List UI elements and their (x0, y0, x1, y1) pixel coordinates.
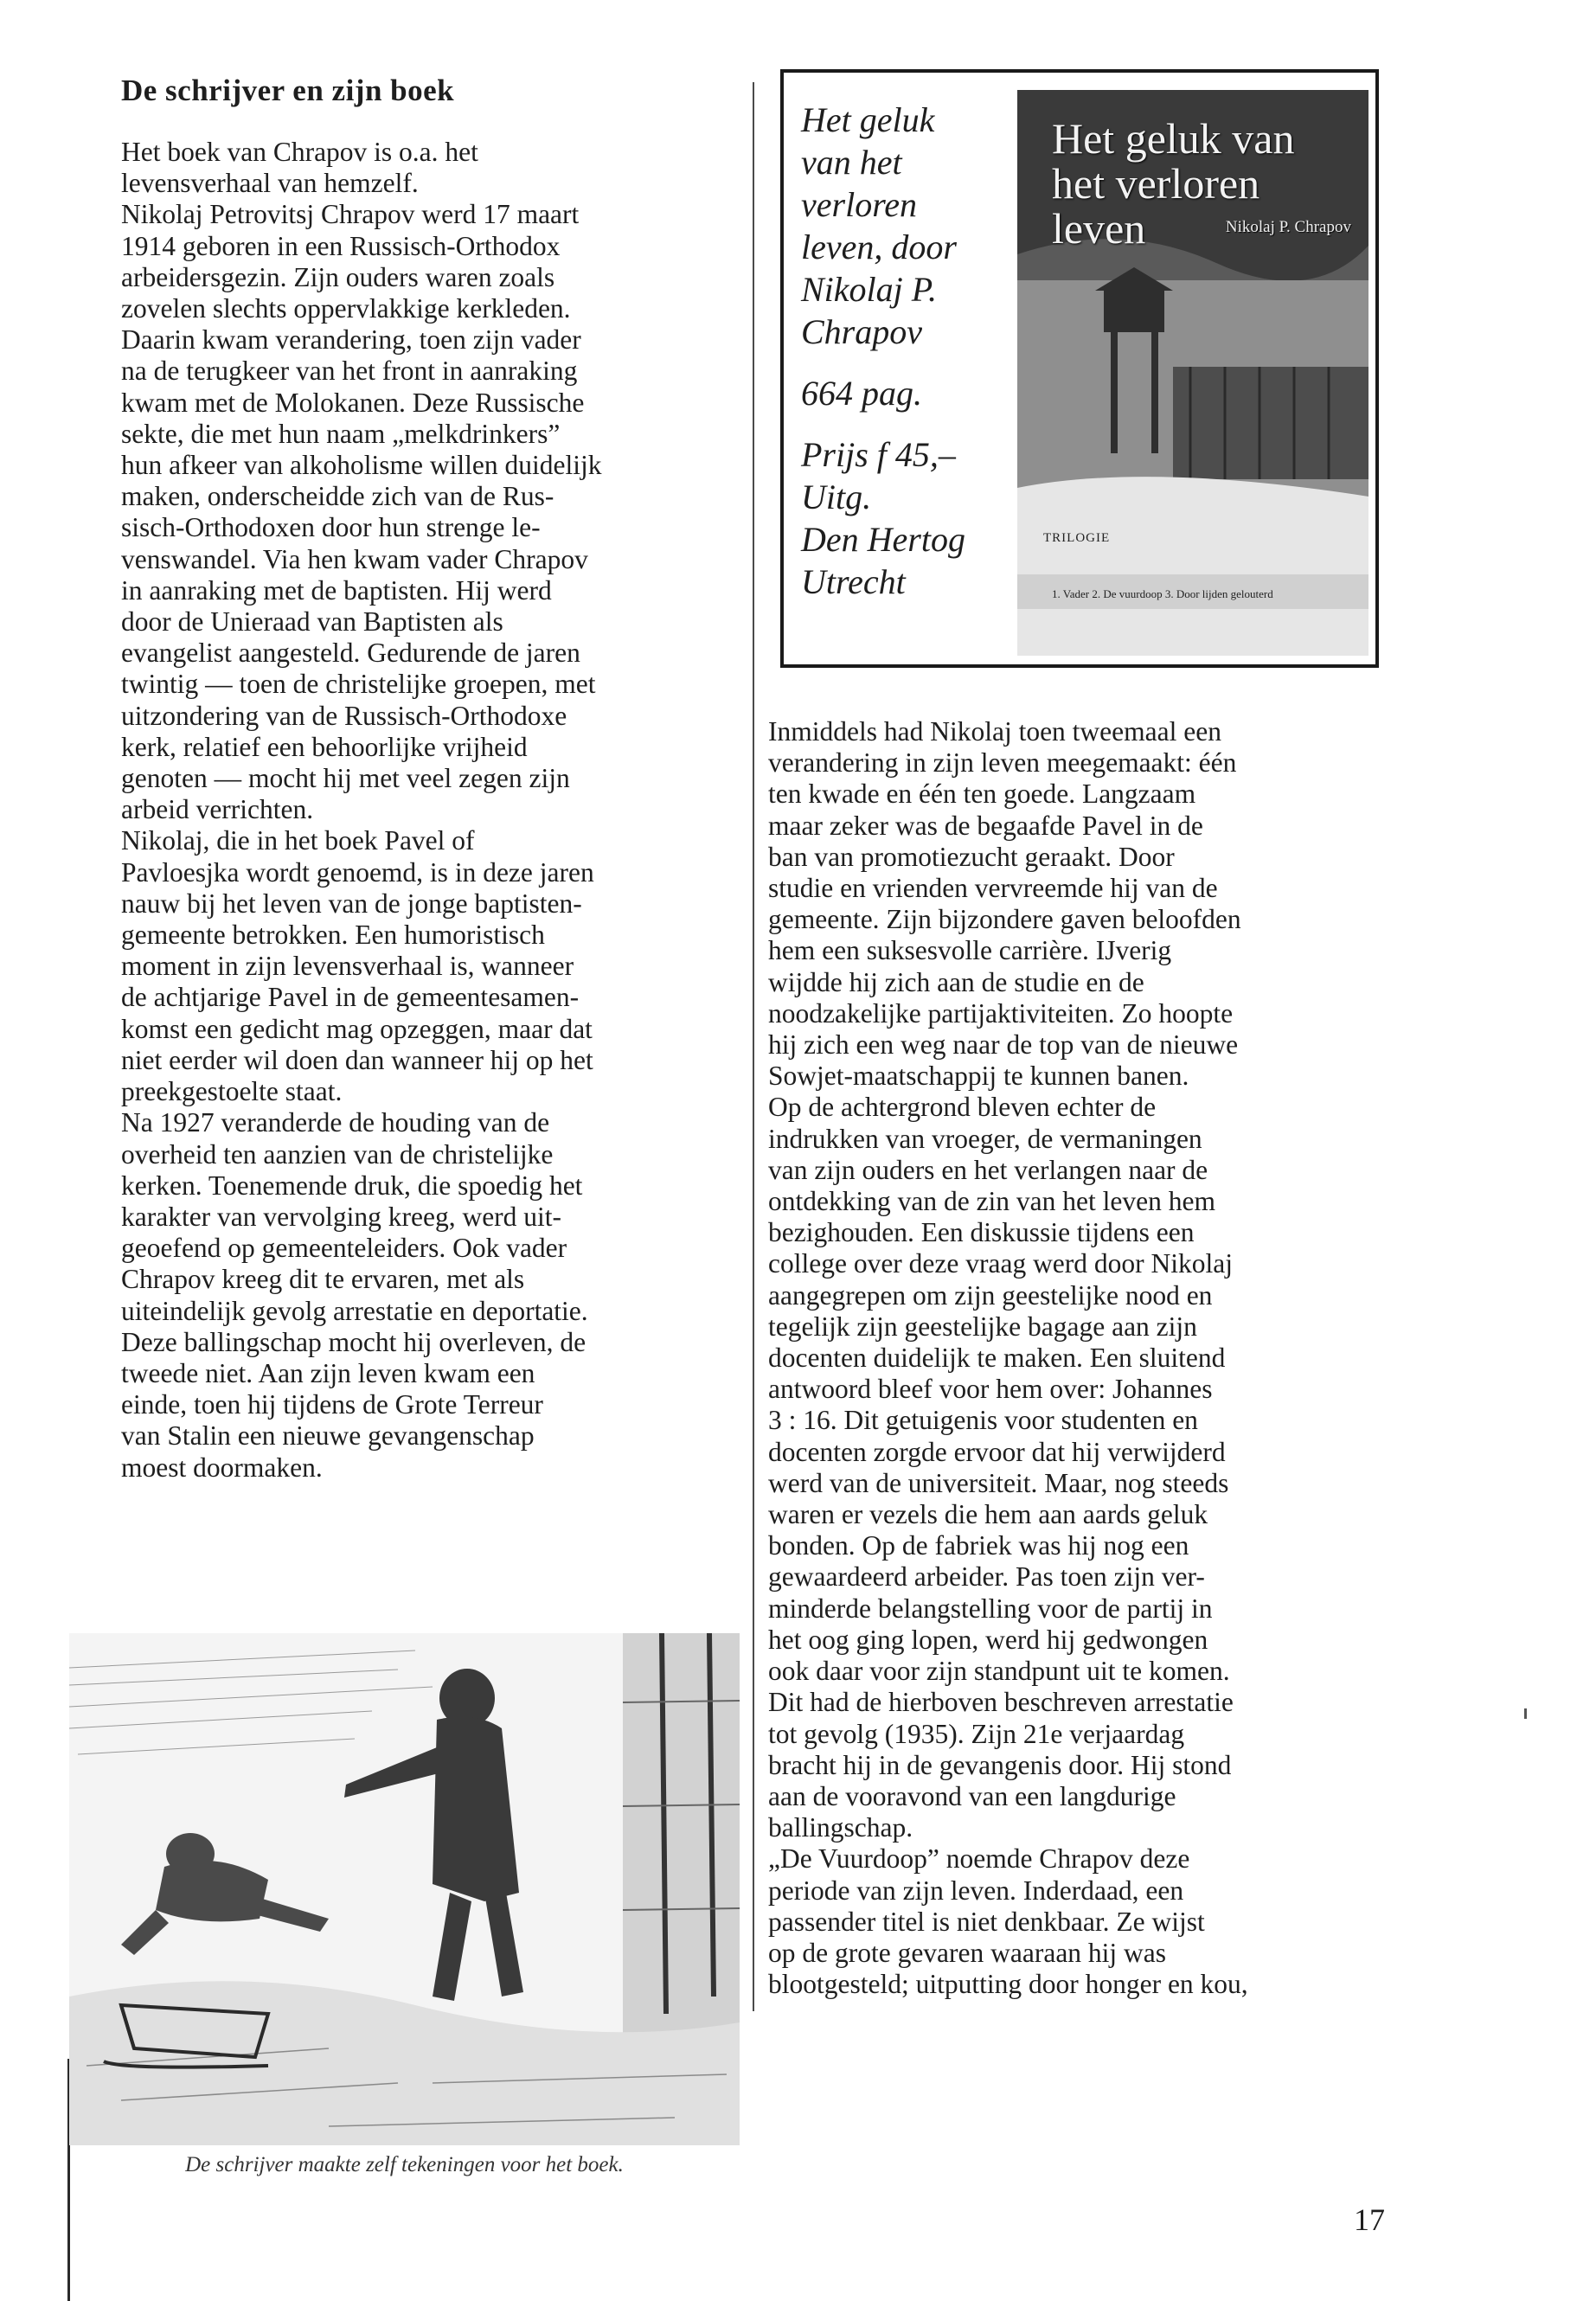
author-drawing (69, 1633, 740, 2145)
left-column (121, 71, 735, 1484)
paragraph: Op de achtergrond bleven echter de indrukken van vroeger, de vermaningen van zijn ouders en het verlangen naar de ontdekking van de zin van het leven hem bezighouden. Een diskussie tijdens een college over deze vraag werd door Nikolaj aangegrepen om zijn geestelijke nood en tegelijk zijn geestelijke bagage aan zijn docenten duidelijk te maken. Een sluitend antwoord bleef voor hem over: Johannes 3 : 16. Dit getuigenis voor studenten en docenten zorgde ervoor dat hij verwijderd werd van de universiteit. Maar, nog steeds waren er vezels die hem aan aards geluk bonden. Op de fabriek was hij nog een gewaardeerd arbeider. Pas toen zijn ver- minderde belangstelling voor de partij in het oog ging lopen, werd hij gedwongen ook daar voor zijn standpunt uit te komen. Dit had de hierboven beschreven arrestatie tot gevolg (1935). Zijn 21e verjaardag bracht hij in de gevangenis door. Hij stond aan de vooravond van een langdurige ballingschap. (768, 1092, 1234, 1843)
paragraph: Nikolaj Petrovitsj Chrapov werd 17 maart 1914 geboren in een Russisch-Orthodox arbeidersgezin. Zijn ouders waren zoals zovelen slechts oppervlakkige kerkleden. Daarin kwam verandering, toen zijn vader na de terugkeer van het front in aanraking kwam met de Molokanen. Deze Russische sekte, die met hun naam „melkdrinkers” hun afkeer van alkoholisme willen duidelijk maken, onderscheidde zich van de Rus- sisch-Orthodoxen door hun strenge le- venswandel. Via hen kwam vader Chrapov in aanraking met de baptisten. Hij werd door de Unieraad van Baptisten als evangelist aangesteld. Gedurende de jaren twintig — toen de christelijke groepen, met uitzondering van de Russisch-Orthodoxe kerk, relatief een behoorlijke vrijheid genoten — mocht hij met veel zegen zijn arbeid verrichten. (121, 199, 602, 825)
stray-mark (1524, 1708, 1527, 1719)
illustration-caption: De schrijver maakte zelf tekeningen voor het boek. (185, 2153, 624, 2176)
page-number: 17 (1354, 2202, 1385, 2237)
article-heading: De schrijver en zijn boek (121, 74, 455, 107)
paragraph: Na 1927 veranderde de houding van de overheid ten aanzien van de christelijke kerken. Toenemende druk, die spoedig het karakter van vervolging kreeg, werd uit- geoefend op gemeenteleiders. Ook vader Chrapov kreeg dit te ervaren, met als uiteindelijk gevolg arrestatie en deportatie. Deze ballingschap mocht hij overleven, de tweede niet. Aan zijn leven kwam een einde, toen hij tijdens de Grote Terreur van Stalin een nieuwe gevangenschap moest doormaken. (121, 1107, 588, 1483)
paragraph: Nikolaj, die in het boek Pavel of Pavloesjka wordt genoemd, is in deze jaren nauw bij het leven van de jonge baptisten- gemeente betrokken. Een humoristisch moment in zijn levensverhaal is, wanneer de achtjarige Pavel in de gemeentesamen- komst een gedicht mag opzeggen, maar dat niet eerder wil doen dan wanneer hij op het preekgestoelte staat. (121, 825, 594, 1107)
cover-parts-list: 1. Vader 2. De vuurdoop 3. Door lijden gelouterd (1052, 587, 1273, 600)
cover-author: Nikolaj P. Chrapov (1225, 218, 1351, 236)
cover-trilogy-label: TRILOGIE (1043, 531, 1111, 545)
book-cover-image (1017, 90, 1368, 656)
cover-title: Het geluk van het verloren leven (1052, 114, 1295, 253)
book-price-publisher: Prijs f 45,– Uitg. Den Hertog Utrecht (801, 435, 965, 601)
book-details (801, 99, 1026, 603)
paragraph: Het boek van Chrapov is o.a. het levensverhaal van hemzelf. (121, 137, 478, 199)
book-pages: 664 pag. (801, 374, 922, 413)
book-title: Het geluk van het verloren leven, door Nikolaj P. Chrapov (801, 100, 957, 351)
paragraph: „De Vuurdoop” noemde Chrapov deze periode van zijn leven. Inderdaad, een passender titel is niet denkbaar. Ze wijst op de grote gevaren waaraan hij was blootgesteld; uitputting door honger en kou, (768, 1843, 1248, 2000)
paragraph: Inmiddels had Nikolaj toen tweemaal een verandering in zijn leven meegemaakt: één ten kwade en één ten goede. Langzaam maar zeker was de begaafde Pavel in de ban van promotiezucht geraakt. Door studie en vrienden vervreemde hij van de gemeente. Zijn bijzondere gaven beloofden hem een suksesvolle carrière. IJverig wijdde hij zich aan de studie en de noodzakelijke partijaktiviteiten. Zo hoopte hij zich een weg naar de top van de nieuwe Sowjet-maatschappij te kunnen banen. (768, 716, 1241, 1092)
right-column (768, 716, 1400, 2000)
book-info-box (780, 69, 1379, 668)
sketch-image (69, 1633, 740, 2145)
column-divider (753, 82, 754, 2011)
